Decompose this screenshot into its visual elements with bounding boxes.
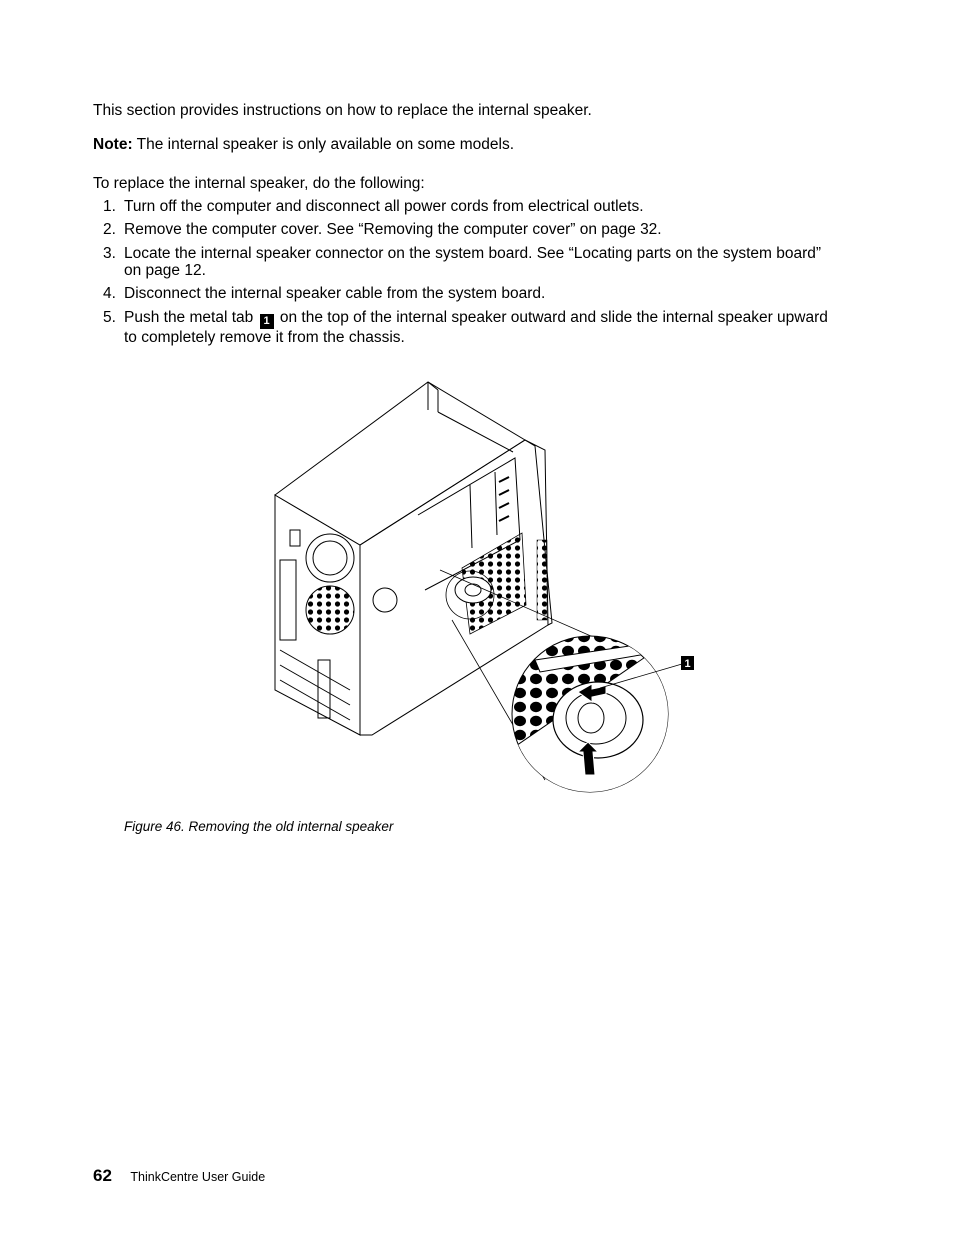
step-number: 3. (103, 245, 116, 262)
step-text-before: Push the metal tab (124, 309, 254, 326)
step-number: 1. (103, 198, 116, 215)
step-text: Remove the computer cover. See “Removing the computer cover” on page 32. (124, 221, 662, 238)
page-footer (93, 1166, 265, 1186)
step-text-after: on the top of the internal speaker outward and slide the internal speaker upward (279, 309, 828, 326)
zoom-detail-view (510, 636, 682, 800)
step-text: Disconnect the internal speaker cable from the system board. (124, 285, 546, 302)
note-text: The internal speaker is only available on some models. (136, 136, 515, 153)
speaker-removal-illustration (260, 375, 710, 800)
list-item (93, 285, 853, 309)
list-item (93, 198, 853, 221)
note-paragraph (93, 136, 514, 154)
page-number: 62 (93, 1166, 112, 1185)
step-number: 5. (103, 309, 116, 326)
intro-paragraph: This section provides instructions on how to replace the internal speaker. (93, 102, 592, 119)
step-text-line1 (124, 309, 853, 329)
note-label: Note: (93, 136, 133, 153)
step-text: Turn off the computer and disconnect all power cords from electrical outlets. (124, 198, 644, 215)
guide-title: ThinkCentre User Guide (130, 1170, 266, 1184)
step-number: 2. (103, 221, 116, 238)
callout-label: 1 (684, 658, 691, 670)
step-number: 4. (103, 285, 116, 302)
callout-badge: 1 (260, 314, 274, 329)
steps-list (93, 198, 853, 345)
figure-caption: Figure 46. Removing the old internal speaker (124, 819, 394, 834)
step-text-line2: to completely remove it from the chassis. (124, 329, 405, 346)
lead-in-text: To replace the internal speaker, do the following: (93, 175, 425, 192)
step-text-line2: on page 12. (124, 262, 206, 279)
list-item (93, 221, 853, 245)
list-item (93, 309, 853, 345)
step-text-line1: Locate the internal speaker connector on the system board. See “Locating parts on the system board” (124, 245, 822, 262)
list-item (93, 245, 853, 285)
